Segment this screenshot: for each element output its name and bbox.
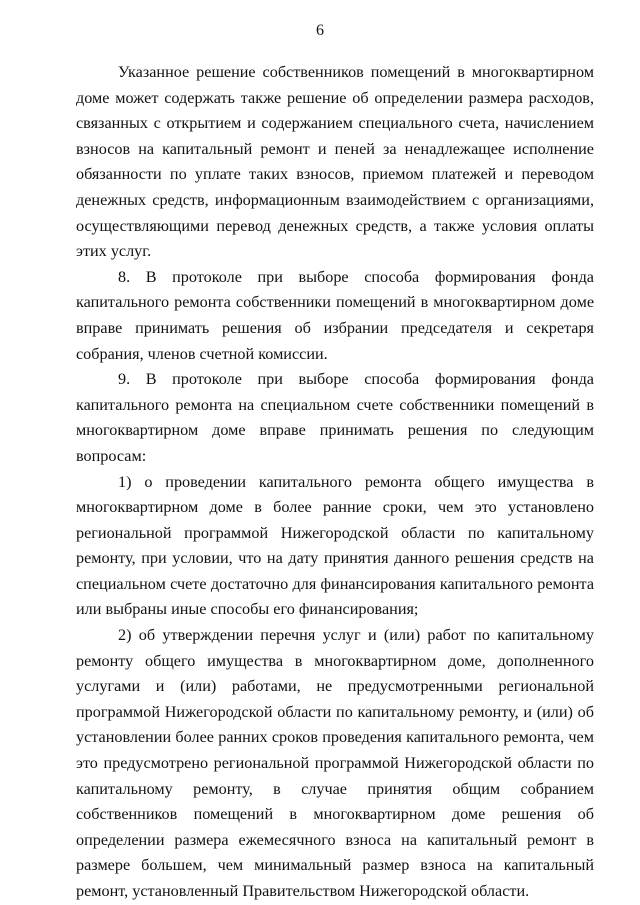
paragraph-item-9: 9. В протоколе при выборе способа формирования фонда капитального ремонта на специальном счете собственники помещений в многоквартирном доме вправе принимать решения по следующим вопросам: <box>76 370 594 465</box>
paragraph-subitem-2: 2) об утверждении перечня услуг и (или) работ по капитальному ремонту общего имущества в многоквартирном доме, дополненного услугами и (или) работами, не предусмотренными региональной программой Нижегородской области по капитальному ремонту, и (или) об установлении более ранних сроков проведения капитального ремонта, чем это предусмотрено региональной программой Нижегородской области по капитальному ремонту, в случае принятия общим собранием собственников помещений в многоквартирном доме решения об определении размера ежемесячного взноса на капитальный ремонт в размере большем, чем минимальный размер взноса на капитальный ремонт, установленный Правительством Нижегородской области. <box>76 626 594 900</box>
paragraph-item-8: 8. В протоколе при выборе способа формирования фонда капитального ремонта собственники помещений в многоквартирном доме вправе принимать решения об избрании председателя и секретаря собрания, членов счетной комиссии. <box>76 267 594 363</box>
paragraph-subitem-1: 1) о проведении капитального ремонта общего имущества в многоквартирном доме в более ранние сроки, чем это установлено региональной программой Нижегородской области по капитальному ремонту, при условии, что на дату принятия данного решения средств на специальном счете достаточно для финансирования капитального ремонта или выбраны иные способы его финансирования; <box>76 472 594 619</box>
page-number: 6 <box>316 22 324 39</box>
document-body <box>76 60 594 905</box>
paragraph-special-account-expenses: Указанное решение собственников помещений в многоквартирном доме может содержать также решение об определении размера расходов, связанных с открытием и содержанием специального счета, начислением взносов на капитальный ремонт и пеней за ненадлежащее исполнение обязанности по уплате таких взносов, приемом платежей и переводом денежных средств, информационным взаимодействием с организациями, осуществляющими перевод денежных средств, а также условия оплаты этих услуг. <box>76 63 594 261</box>
